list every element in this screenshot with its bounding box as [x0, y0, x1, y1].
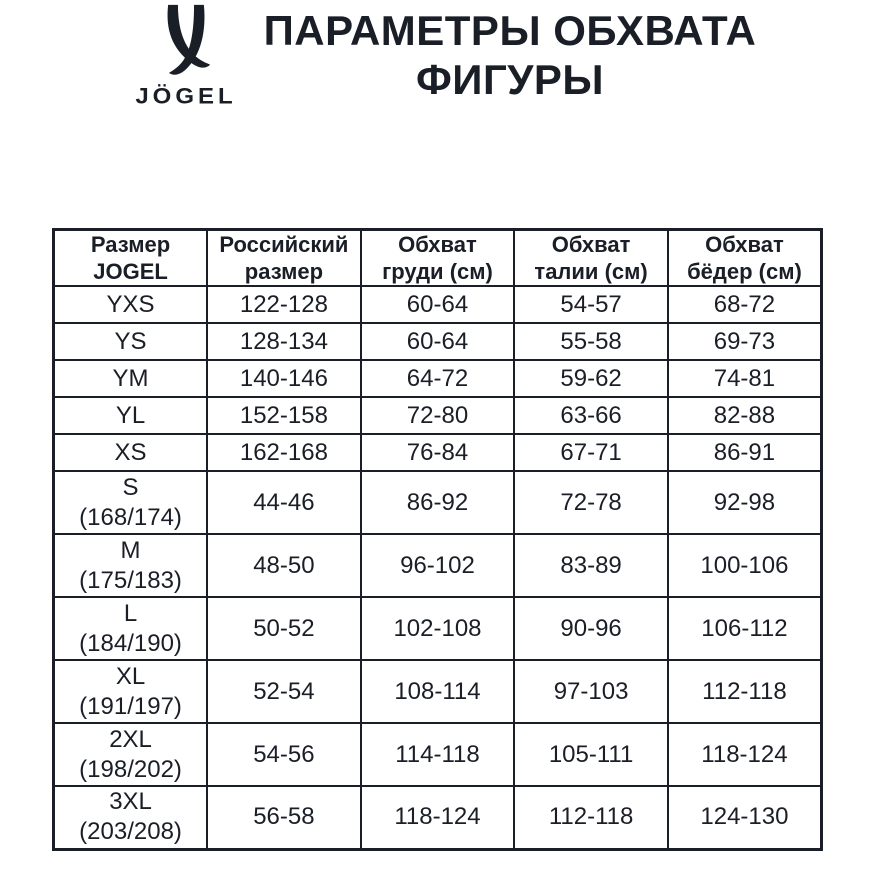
chest-cell: 60-64	[361, 286, 515, 323]
header-size-jogel: Размер JOGEL	[54, 230, 208, 287]
hips-cell: 82-88	[668, 397, 822, 434]
waist-cell: 97-103	[514, 660, 668, 723]
chest-cell: 76-84	[361, 434, 515, 471]
chest-cell: 102-108	[361, 597, 515, 660]
header-waist: Обхват талии (см)	[514, 230, 668, 287]
size-table	[52, 228, 823, 851]
chest-cell: 86-92	[361, 471, 515, 534]
chest-cell: 108-114	[361, 660, 515, 723]
russian-size-cell: 140-146	[207, 360, 361, 397]
hips-cell: 118-124	[668, 723, 822, 786]
brand-logo	[126, 4, 246, 111]
waist-cell: 83-89	[514, 534, 668, 597]
size-jogel-cell: YL	[54, 397, 208, 434]
table-row	[54, 660, 822, 723]
size-jogel-cell: 3XL (203/208)	[54, 786, 208, 849]
page-title	[240, 6, 780, 104]
size-jogel-cell: M (175/183)	[54, 534, 208, 597]
size-jogel-cell: S (168/174)	[54, 471, 208, 534]
table-row	[54, 786, 822, 849]
size-jogel-cell: 2XL (198/202)	[54, 723, 208, 786]
table-row	[54, 286, 822, 323]
chest-cell: 64-72	[361, 360, 515, 397]
russian-size-cell: 54-56	[207, 723, 361, 786]
hips-cell: 68-72	[668, 286, 822, 323]
hips-cell: 69-73	[668, 323, 822, 360]
size-jogel-cell: XL (191/197)	[54, 660, 208, 723]
table-row	[54, 534, 822, 597]
page-title-line2: ФИГУРЫ	[415, 56, 605, 103]
hips-cell: 106-112	[668, 597, 822, 660]
chest-cell: 60-64	[361, 323, 515, 360]
chest-cell: 118-124	[361, 786, 515, 849]
jogel-v-mark-icon	[159, 4, 213, 80]
waist-cell: 55-58	[514, 323, 668, 360]
waist-cell: 72-78	[514, 471, 668, 534]
hips-cell: 74-81	[668, 360, 822, 397]
waist-cell: 54-57	[514, 286, 668, 323]
waist-cell: 105-111	[514, 723, 668, 786]
page-title-line1: ПАРАМЕТРЫ ОБХВАТА	[263, 7, 757, 54]
russian-size-cell: 52-54	[207, 660, 361, 723]
brand-wordmark: JÖGEL	[135, 84, 237, 109]
waist-cell: 90-96	[514, 597, 668, 660]
header-hips: Обхват бёдер (см)	[668, 230, 822, 287]
table-row	[54, 397, 822, 434]
hips-cell: 100-106	[668, 534, 822, 597]
russian-size-cell: 44-46	[207, 471, 361, 534]
size-jogel-cell: XS	[54, 434, 208, 471]
table-row	[54, 723, 822, 786]
size-table-body	[54, 286, 822, 849]
chest-cell: 72-80	[361, 397, 515, 434]
table-row	[54, 597, 822, 660]
russian-size-cell: 56-58	[207, 786, 361, 849]
size-jogel-cell: YXS	[54, 286, 208, 323]
header-russian-size: Российский размер	[207, 230, 361, 287]
russian-size-cell: 128-134	[207, 323, 361, 360]
table-row	[54, 471, 822, 534]
russian-size-cell: 152-158	[207, 397, 361, 434]
table-row	[54, 434, 822, 471]
size-jogel-cell: L (184/190)	[54, 597, 208, 660]
hips-cell: 92-98	[668, 471, 822, 534]
russian-size-cell: 50-52	[207, 597, 361, 660]
size-jogel-cell: YS	[54, 323, 208, 360]
size-table-header	[54, 230, 822, 287]
russian-size-cell: 162-168	[207, 434, 361, 471]
size-jogel-cell: YM	[54, 360, 208, 397]
chest-cell: 114-118	[361, 723, 515, 786]
hips-cell: 86-91	[668, 434, 822, 471]
hips-cell: 112-118	[668, 660, 822, 723]
waist-cell: 112-118	[514, 786, 668, 849]
header-chest: Обхват груди (см)	[361, 230, 515, 287]
table-row	[54, 323, 822, 360]
russian-size-cell: 48-50	[207, 534, 361, 597]
russian-size-cell: 122-128	[207, 286, 361, 323]
hips-cell: 124-130	[668, 786, 822, 849]
table-row	[54, 360, 822, 397]
waist-cell: 59-62	[514, 360, 668, 397]
waist-cell: 67-71	[514, 434, 668, 471]
header-row	[54, 230, 822, 287]
waist-cell: 63-66	[514, 397, 668, 434]
chest-cell: 96-102	[361, 534, 515, 597]
